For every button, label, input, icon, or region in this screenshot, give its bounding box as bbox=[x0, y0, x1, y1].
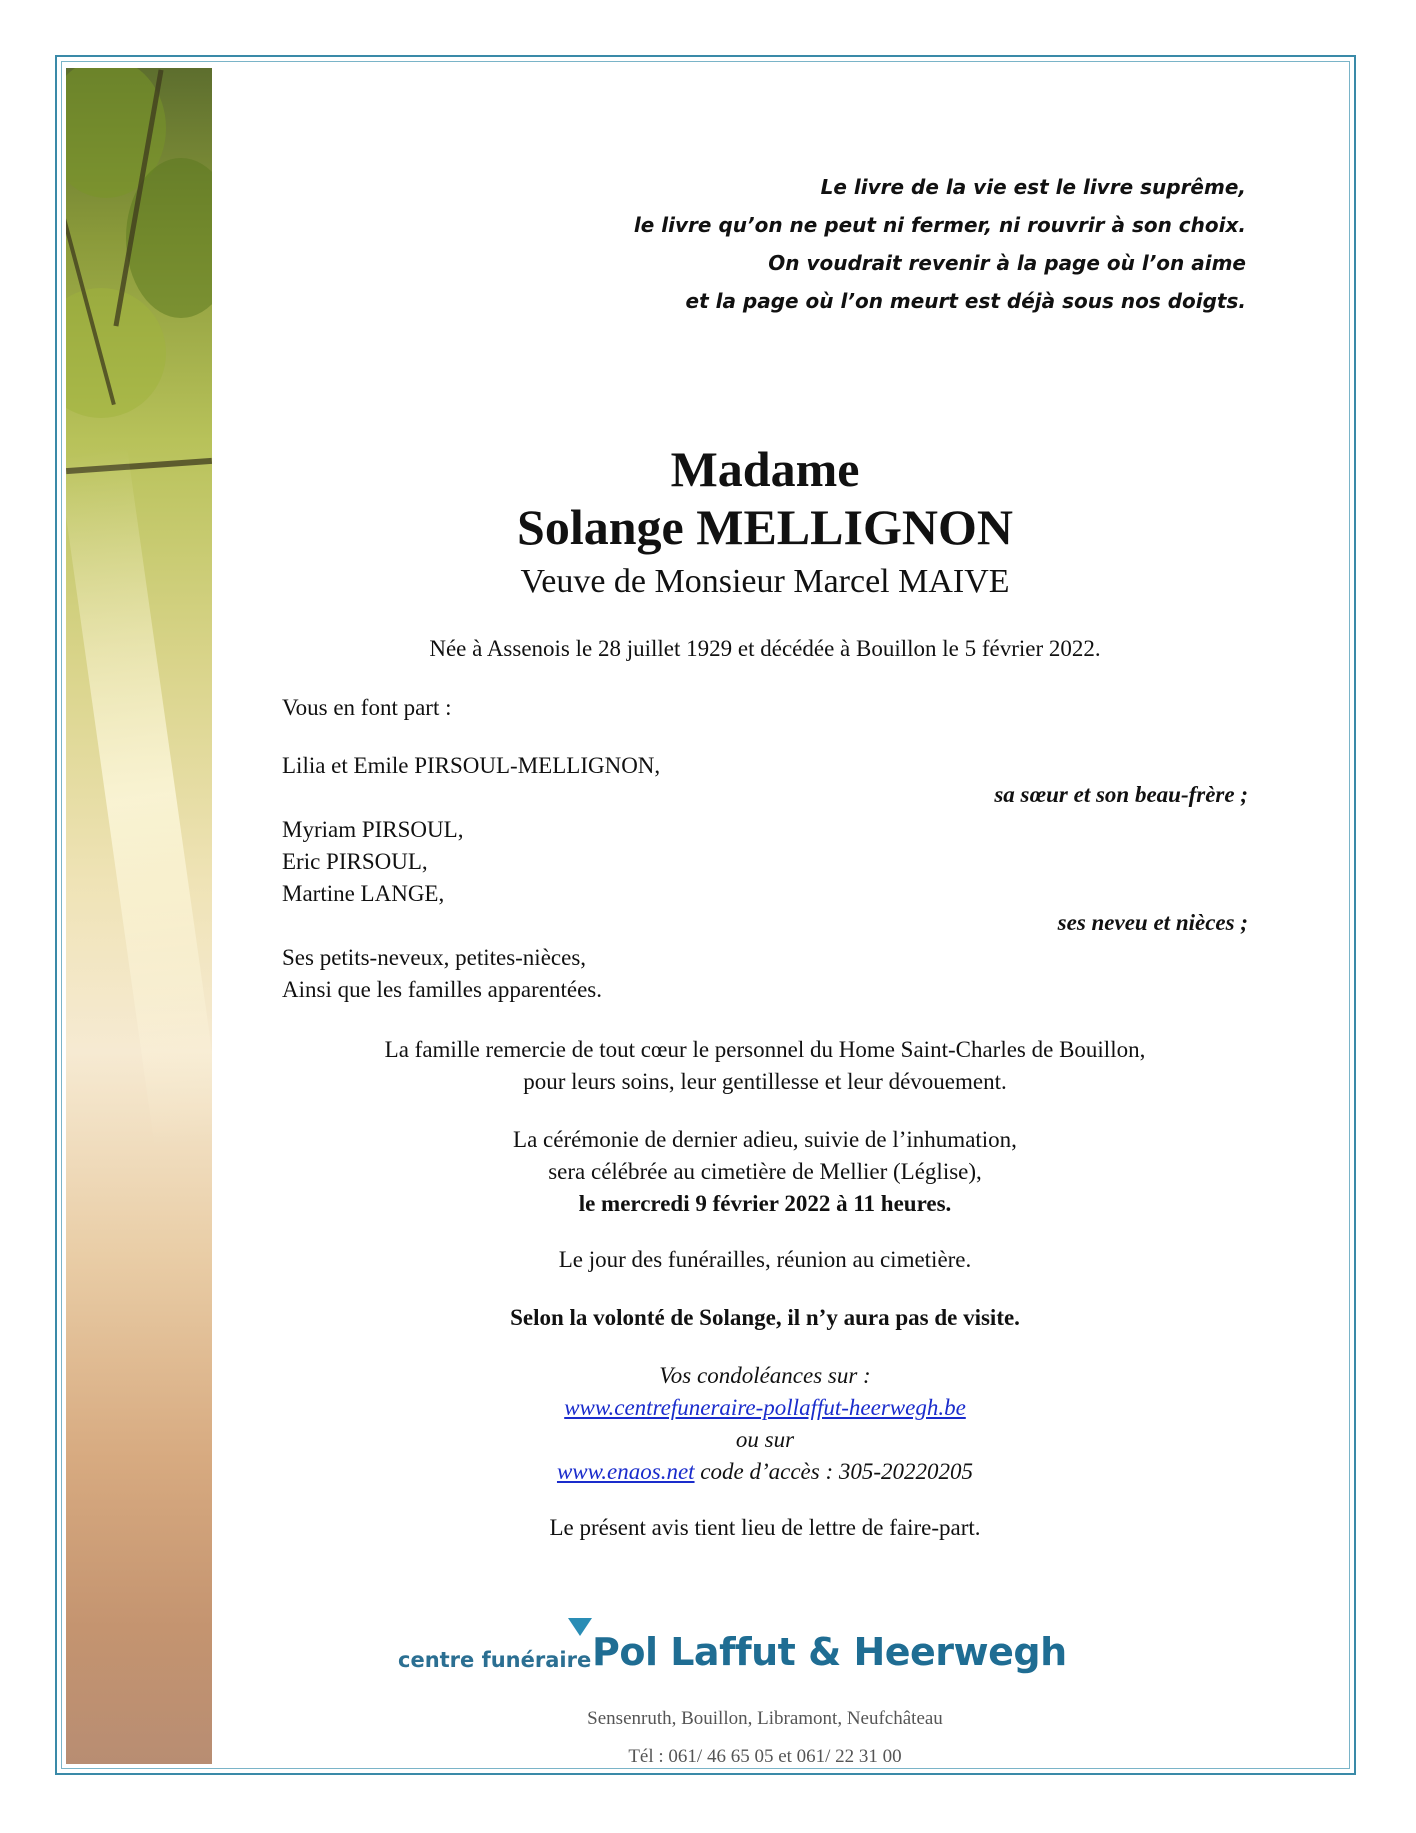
poem-line: On voudrait revenir à la page où l’on aime bbox=[768, 251, 1246, 275]
thanks-line: La famille remercie de tout cœur le personnel du Home Saint-Charles de Bouillon, bbox=[384, 1037, 1146, 1062]
deceased-name: Solange MELLIGNON bbox=[517, 499, 1013, 555]
poem-line: le livre qu’on ne peut ni fermer, ni rouvrir à son choix. bbox=[633, 213, 1246, 237]
funeral-day-note: Le jour des funérailles, réunion au cimetière. bbox=[558, 1247, 972, 1272]
announce-line: Vous en font part : bbox=[282, 695, 452, 720]
visit-note: Selon la volonté de Solange, il n’y aura pas de visite. bbox=[510, 1305, 1020, 1330]
relation-1: sa sœur et son beau-frère ; bbox=[994, 782, 1248, 807]
birth-death-line: Née à Assenois le 28 juillet 1929 et décédée à Bouillon le 5 février 2022. bbox=[429, 636, 1101, 661]
deceased-heading bbox=[240, 440, 1290, 556]
poem bbox=[634, 168, 1246, 320]
footer-phone: Tél : 061/ 46 65 05 et 061/ 22 31 00 bbox=[628, 1746, 902, 1767]
relation-2: ses neveu et nièces ; bbox=[1057, 910, 1248, 935]
ceremony-line: sera célébrée au cimetière de Mellier (Léglise), bbox=[548, 1159, 982, 1184]
condolences-label: Vos condoléances sur : bbox=[659, 1363, 871, 1388]
thanks-paragraph bbox=[240, 1034, 1290, 1098]
family-member: Ainsi que les familles apparentées. bbox=[282, 977, 602, 1002]
poem-line: Le livre de la vie est le livre suprême, bbox=[820, 175, 1246, 199]
condolences-block bbox=[240, 1360, 1290, 1488]
thanks-line: pour leurs soins, leur gentillesse et leur dévouement. bbox=[523, 1069, 1007, 1094]
widow-line: Veuve de Monsieur Marcel MAIVE bbox=[520, 563, 1010, 600]
family-member: Martine LANGE, bbox=[282, 881, 445, 906]
footer-locations: Sensenruth, Bouillon, Libramont, Neufchâteau bbox=[587, 1708, 943, 1729]
family-group-1: Lilia et Emile PIRSOUL-MELLIGNON, bbox=[282, 753, 661, 778]
family-member: Myriam PIRSOUL, bbox=[282, 817, 464, 842]
funeral-center-logo bbox=[398, 1622, 1067, 1692]
family-member: Eric PIRSOUL, bbox=[282, 849, 428, 874]
forest-path-image bbox=[66, 68, 212, 1764]
poem-line: et la page où l’on meurt est déjà sous nos doigts. bbox=[685, 289, 1246, 313]
condolence-link-funeral-center[interactable]: www.centrefuneraire-pollaffut-heerwegh.be bbox=[564, 1395, 966, 1420]
condolence-link-enaos[interactable]: www.enaos.net bbox=[556, 1459, 695, 1484]
logo-small-text: centre funéraire bbox=[398, 1648, 592, 1672]
condolences-or: ou sur bbox=[735, 1427, 795, 1452]
ceremony-paragraph bbox=[240, 1124, 1290, 1220]
closing-note: Le présent avis tient lieu de lettre de faire-part. bbox=[549, 1515, 981, 1540]
honorific: Madame bbox=[670, 441, 860, 497]
access-code: code d’accès : 305-20220205 bbox=[700, 1459, 974, 1484]
logo-triangle-icon bbox=[568, 1618, 592, 1636]
family-member: Ses petits-neveux, petites-nièces, bbox=[282, 945, 587, 970]
logo-big-text: Pol Laffut & Heerwegh bbox=[592, 1630, 1067, 1674]
family-group-3 bbox=[282, 942, 602, 1006]
ceremony-line: La cérémonie de dernier adieu, suivie de l’inhumation, bbox=[513, 1127, 1017, 1152]
ceremony-date: le mercredi 9 février 2022 à 11 heures. bbox=[578, 1191, 952, 1216]
family-group-2 bbox=[282, 814, 463, 910]
